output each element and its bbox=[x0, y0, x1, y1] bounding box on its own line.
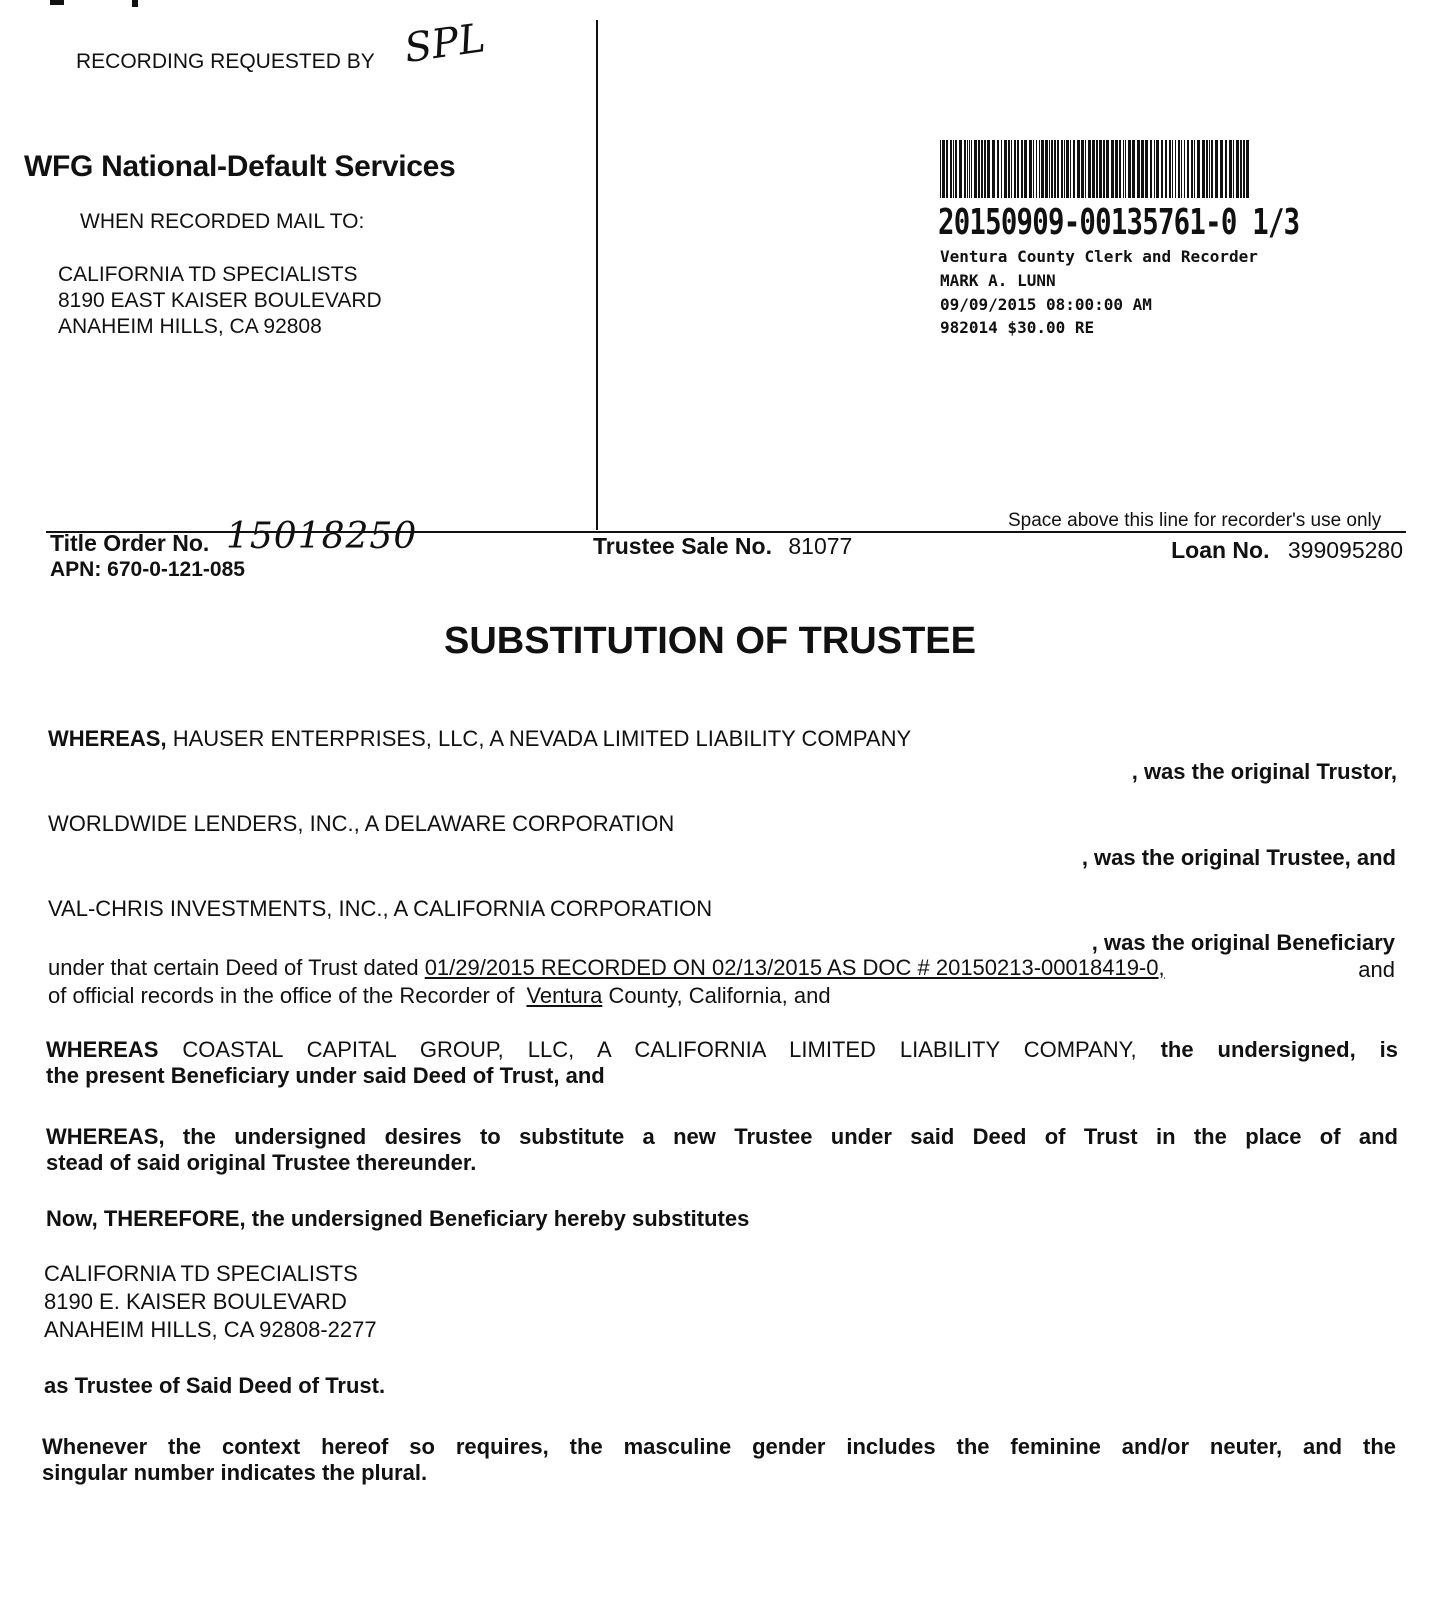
barcode-bar bbox=[1209, 140, 1210, 198]
mail-to-address bbox=[58, 262, 382, 340]
barcode-bar bbox=[1066, 140, 1069, 198]
records-prefix: of official records in the office of the Recorder of bbox=[48, 983, 515, 1008]
barcode-bar bbox=[1169, 140, 1171, 198]
barcode-bar bbox=[1178, 140, 1180, 198]
barcode-bar bbox=[1033, 140, 1034, 198]
barcode-bar bbox=[1070, 140, 1071, 198]
barcode-bar bbox=[1099, 140, 1102, 198]
loan-value: 399095280 bbox=[1287, 537, 1403, 563]
barcode-bar bbox=[1145, 140, 1148, 198]
barcode-bar bbox=[984, 140, 986, 198]
barcode-bar bbox=[1141, 140, 1144, 198]
trustee-suffix: , was the original Trustee, and bbox=[1081, 845, 1396, 870]
desire-line-1: WHEREAS, the undersigned desires to substitute a new Trustee under said Deed of Trust in the place of and bbox=[46, 1124, 1398, 1149]
barcode-bar bbox=[1197, 140, 1200, 198]
records-line bbox=[48, 983, 831, 1009]
present-suffix: the undersigned, is bbox=[1160, 1037, 1398, 1062]
context-line-2: singular number indicates the plural. bbox=[42, 1460, 428, 1485]
barcode-bar bbox=[1115, 140, 1118, 198]
new-trustee-line: CALIFORNIA TD SPECIALISTS bbox=[44, 1261, 358, 1286]
trustor-name: HAUSER ENTERPRISES, LLC, A NEVADA LIMITED LIABILITY COMPANY bbox=[172, 726, 912, 751]
barcode-bar bbox=[1132, 140, 1135, 198]
beneficiary-name: VAL-CHRIS INVESTMENTS, INC., A CALIFORNIA CORPORATION bbox=[48, 896, 713, 921]
barcode-bar bbox=[1119, 140, 1121, 198]
barcode-bar bbox=[1206, 140, 1208, 198]
barcode-bar bbox=[1049, 140, 1050, 198]
barcode-bar bbox=[1036, 140, 1037, 198]
barcode-bar bbox=[997, 140, 999, 198]
barcode-bar bbox=[1191, 140, 1193, 198]
present-line-2: the present Beneficiary under said Deed of Trust, and bbox=[46, 1063, 605, 1088]
barcode-bar bbox=[1085, 140, 1086, 198]
barcode-bar bbox=[1220, 140, 1223, 198]
barcode-bar bbox=[1021, 140, 1023, 198]
county-name: Ventura bbox=[526, 983, 603, 1008]
barcode-bar bbox=[1184, 140, 1185, 198]
barcode-bar bbox=[981, 140, 983, 198]
barcode-bar bbox=[967, 140, 968, 198]
recorder-datetime: 09/09/2015 08:00:00 AM bbox=[940, 295, 1152, 314]
barcode-bar bbox=[1017, 140, 1019, 198]
barcode-bar bbox=[953, 140, 954, 198]
beneficiary-suffix: , was the original Beneficiary bbox=[1091, 930, 1395, 955]
barcode-bar bbox=[1229, 140, 1232, 198]
therefore-line: Now, THEREFORE, the undersigned Beneficiary hereby substitutes bbox=[46, 1206, 750, 1231]
barcode-bar bbox=[969, 140, 970, 198]
barcode-bar bbox=[978, 140, 980, 198]
as-trustee-line: as Trustee of Said Deed of Trust. bbox=[44, 1373, 386, 1398]
barcode-bar bbox=[1096, 140, 1098, 198]
barcode-bar bbox=[1077, 140, 1080, 198]
header-divider bbox=[596, 20, 598, 530]
barcode-image bbox=[940, 140, 1250, 198]
barcode-bar bbox=[1014, 140, 1016, 198]
barcode-bar bbox=[992, 140, 995, 198]
context-line-1: Whenever the context hereof so requires, the masculine gender includes the feminine and/or neuter, and the bbox=[42, 1434, 1396, 1459]
barcode-bar bbox=[974, 140, 977, 198]
barcode-bar bbox=[1004, 140, 1007, 198]
loan-label: Loan No. bbox=[1171, 537, 1270, 563]
barcode-bar bbox=[1057, 140, 1059, 198]
barcode-bar bbox=[1088, 140, 1091, 198]
barcode-bar bbox=[1029, 140, 1032, 198]
desire-paragraph bbox=[46, 1124, 1398, 1176]
present-line-1 bbox=[46, 1037, 1398, 1063]
barcode-bar bbox=[1041, 140, 1044, 198]
barcode-bar bbox=[1081, 140, 1084, 198]
barcode-bar bbox=[1073, 140, 1075, 198]
barcode-bar bbox=[959, 140, 962, 198]
barcode-bar bbox=[940, 140, 941, 198]
barcode-bar bbox=[971, 140, 972, 198]
barcode-bar bbox=[1243, 140, 1245, 198]
barcode-bar bbox=[1202, 140, 1205, 198]
barcode-bar bbox=[946, 140, 948, 198]
barcode-bar bbox=[1064, 140, 1065, 198]
context-paragraph bbox=[42, 1434, 1396, 1486]
barcode-bar bbox=[1175, 140, 1176, 198]
barcode-bar bbox=[1106, 140, 1109, 198]
deed-line bbox=[48, 955, 1165, 981]
barcode-bar bbox=[1181, 140, 1182, 198]
document-title: SUBSTITUTION OF TRUSTEE bbox=[444, 620, 976, 662]
barcode-bar bbox=[1225, 140, 1227, 198]
barcode-bar bbox=[964, 140, 966, 198]
deed-detail: 01/29/2015 RECORDED ON 02/13/2015 AS DOC # 20150213-00018419-0, bbox=[424, 955, 1165, 980]
new-trustee-line: ANAHEIM HILLS, CA 92808-2277 bbox=[44, 1317, 377, 1342]
deed-prefix: under that certain Deed of Trust dated bbox=[48, 955, 419, 980]
recorder-space-note: Space above this line for recorder's use only bbox=[1008, 510, 1382, 531]
barcode-bar bbox=[1236, 140, 1239, 198]
barcode-bar bbox=[1045, 140, 1048, 198]
title-order-number: 15018250 bbox=[226, 516, 418, 557]
barcode-bar bbox=[1123, 140, 1124, 198]
barcode-bar bbox=[955, 140, 957, 198]
recorder-office: Ventura County Clerk and Recorder bbox=[940, 247, 1258, 266]
barcode-bar bbox=[1024, 140, 1027, 198]
barcode-bar bbox=[1211, 140, 1213, 198]
trustee-sale-label: Trustee Sale No. bbox=[593, 533, 772, 559]
loan bbox=[1171, 537, 1403, 564]
records-suffix: County, California, and bbox=[608, 983, 831, 1008]
trustee-sale-value: 81077 bbox=[788, 533, 853, 559]
barcode-bar bbox=[1054, 140, 1056, 198]
trustee-sale bbox=[593, 533, 852, 560]
barcode-bar bbox=[1161, 140, 1163, 198]
trustor-suffix: , was the original Trustor, bbox=[1131, 759, 1397, 784]
barcode-bar bbox=[1128, 140, 1131, 198]
scan-mark bbox=[40, 0, 150, 8]
mail-to-label: WHEN RECORDED MAIL TO: bbox=[80, 210, 365, 233]
barcode-bar bbox=[1137, 140, 1140, 198]
recording-requested-signature: SPL bbox=[401, 15, 489, 73]
new-trustee-address bbox=[44, 1260, 377, 1344]
barcode-bar bbox=[1172, 140, 1173, 198]
deed-and: and bbox=[1358, 957, 1395, 982]
barcode-bar bbox=[950, 140, 952, 198]
present-beneficiary-paragraph bbox=[46, 1037, 1398, 1089]
recorder-name: MARK A. LUNN bbox=[940, 271, 1056, 290]
barcode-bar bbox=[1039, 140, 1040, 198]
barcode-bar bbox=[1233, 140, 1234, 198]
barcode-bar bbox=[1061, 140, 1063, 198]
barcode-bar bbox=[942, 140, 945, 198]
barcode-bar bbox=[1008, 140, 1010, 198]
present-label: WHEREAS bbox=[46, 1037, 159, 1062]
barcode-bar bbox=[1001, 140, 1002, 198]
mail-to-line: ANAHEIM HILLS, CA 92808 bbox=[58, 315, 322, 338]
company-name: WFG National-Default Services bbox=[24, 150, 456, 183]
trustor-line bbox=[48, 726, 911, 752]
recording-requested-label: RECORDING REQUESTED BY bbox=[76, 50, 375, 73]
title-order-label: Title Order No. bbox=[50, 530, 210, 556]
barcode-bar bbox=[1111, 140, 1114, 198]
barcode-bar bbox=[1156, 140, 1159, 198]
barcode-bar bbox=[1092, 140, 1095, 198]
barcode-bar bbox=[1240, 140, 1242, 198]
barcode-bar bbox=[1187, 140, 1189, 198]
barcode-bar bbox=[1125, 140, 1126, 198]
barcode-bar bbox=[1165, 140, 1167, 198]
barcode-bar bbox=[1215, 140, 1218, 198]
apn: APN: 670-0-121-085 bbox=[50, 558, 245, 581]
desire-line-2: stead of said original Trustee thereunder. bbox=[46, 1150, 477, 1175]
barcode-bar bbox=[987, 140, 990, 198]
barcode-bar bbox=[1103, 140, 1105, 198]
trustee-name: WORLDWIDE LENDERS, INC., A DELAWARE CORPORATION bbox=[48, 811, 675, 836]
barcode-bar bbox=[1150, 140, 1152, 198]
mail-to-line: CALIFORNIA TD SPECIALISTS bbox=[58, 263, 358, 286]
whereas-label: WHEREAS, bbox=[48, 726, 167, 751]
barcode-bar bbox=[1154, 140, 1155, 198]
new-trustee-line: 8190 E. KAISER BOULEVARD bbox=[44, 1289, 347, 1314]
barcode-bar bbox=[1246, 140, 1249, 198]
mail-to-line: 8190 EAST KAISER BOULEVARD bbox=[58, 289, 382, 312]
recorder-doc-number: 20150909-00135761-0 1/3 bbox=[938, 202, 1300, 243]
barcode-bar bbox=[1194, 140, 1195, 198]
present-name: COASTAL CAPITAL GROUP, LLC, A CALIFORNIA LIMITED LIABILITY COMPANY, bbox=[182, 1037, 1137, 1062]
barcode-bar bbox=[1051, 140, 1053, 198]
recorder-fee: 982014 $30.00 RE bbox=[940, 318, 1095, 337]
barcode-bar bbox=[1011, 140, 1012, 198]
